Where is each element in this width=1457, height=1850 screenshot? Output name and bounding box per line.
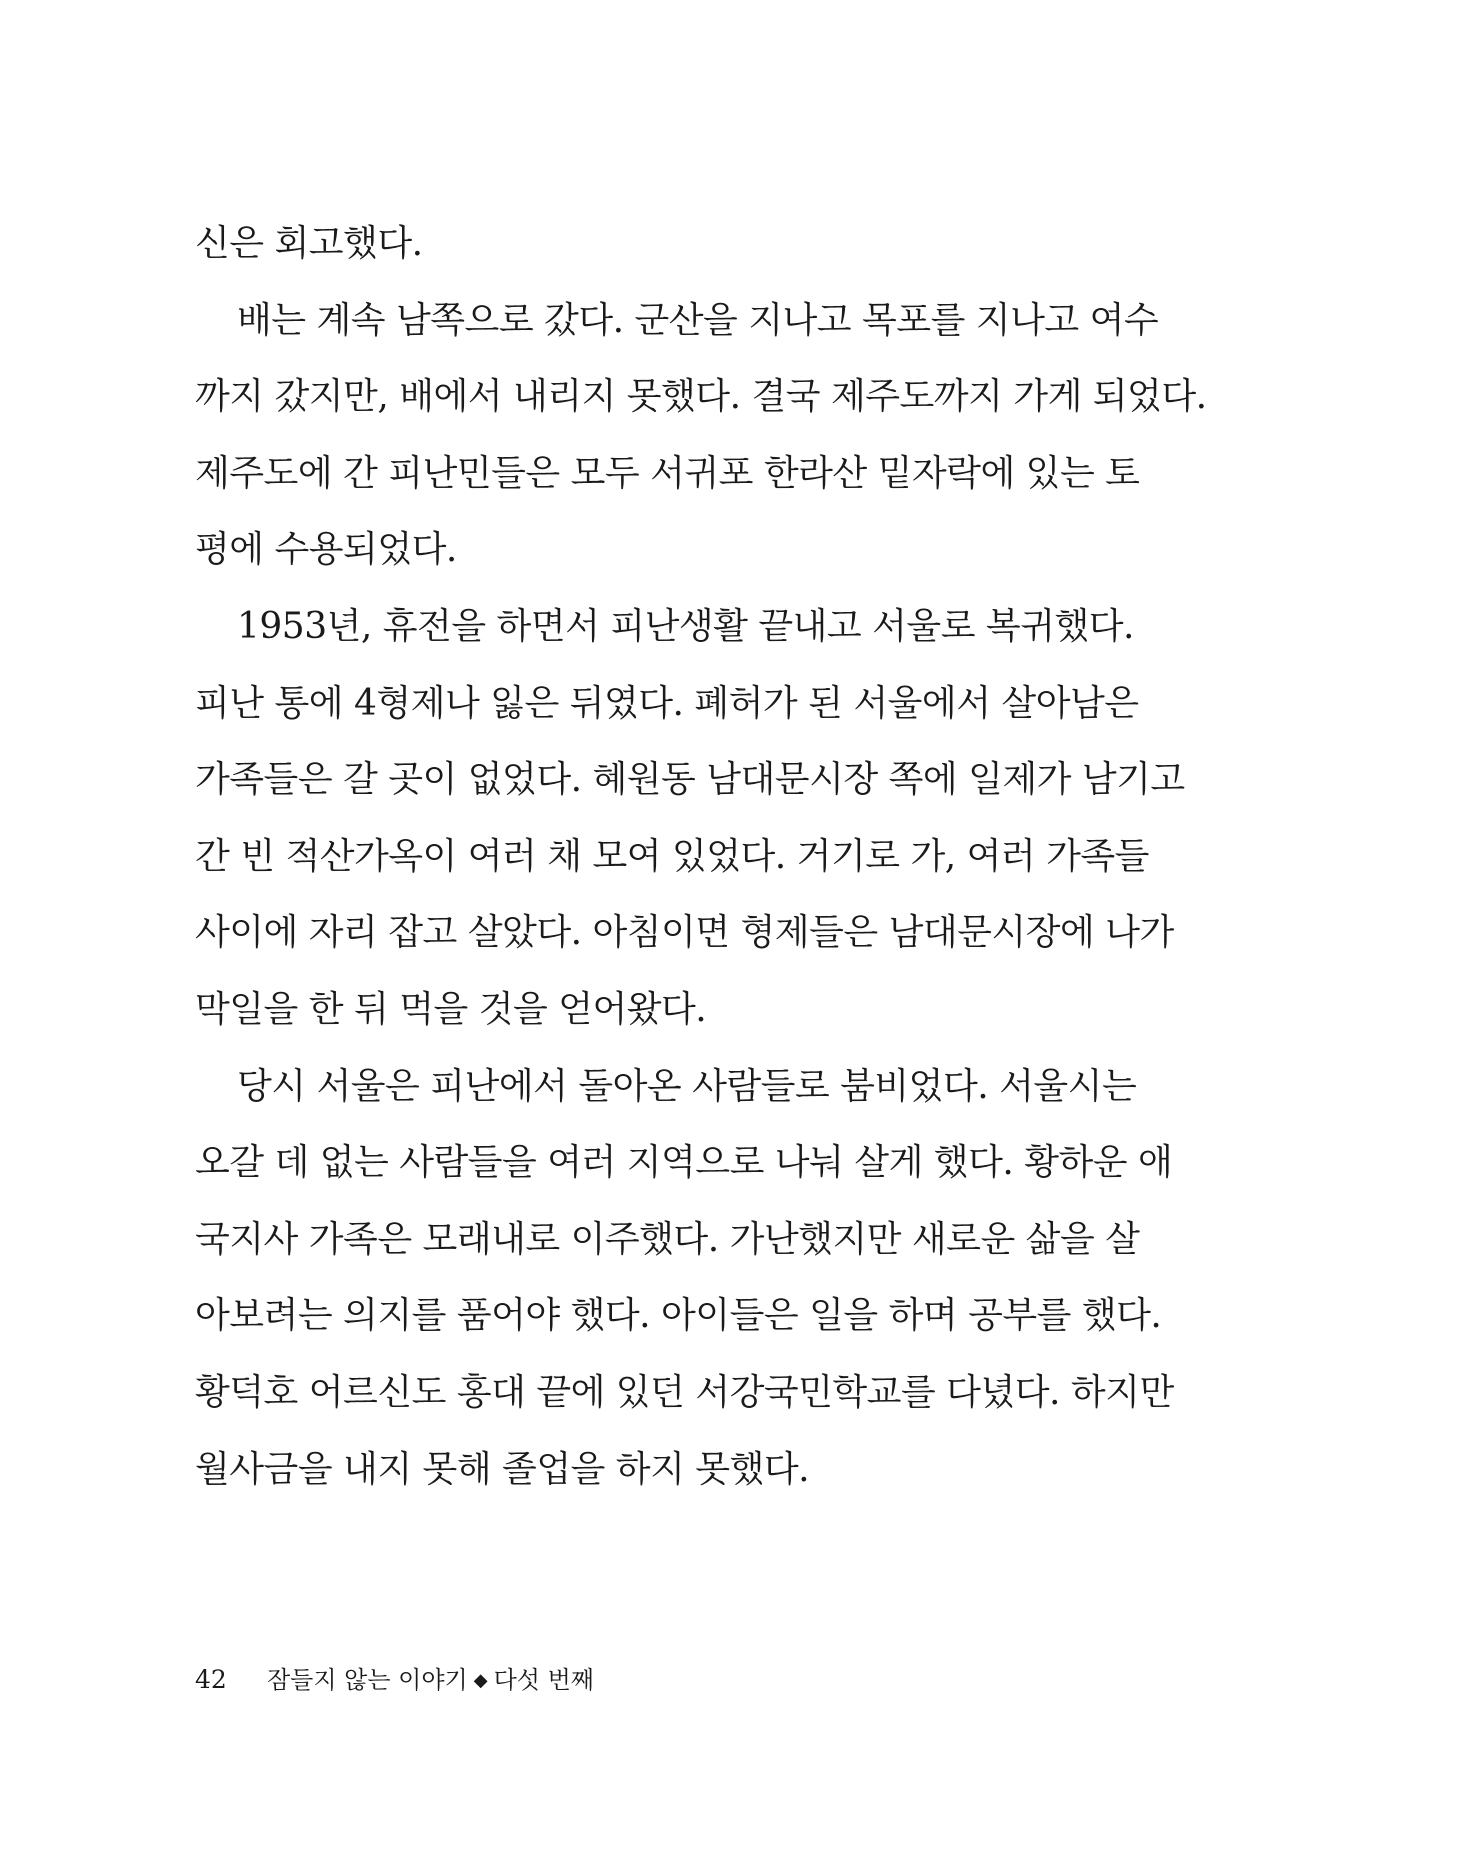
text-line: 간 빈 적산가옥이 여러 채 모여 있었다. 거기로 가, 여러 가족들 [195, 835, 1149, 877]
text-line: 막일을 한 뒤 먹을 것을 얻어왔다. [195, 988, 707, 1030]
text-line: 제주도에 간 피난민들은 모두 서귀포 한라산 밑자락에 있는 토 [195, 452, 1140, 494]
page-number: 42 [195, 1665, 227, 1694]
text-line: 오갈 데 없는 사람들을 여러 지역으로 나눠 살게 했다. 황하운 애 [195, 1142, 1173, 1184]
text-line: 아보려는 의지를 품어야 했다. 아이들은 일을 하며 공부를 했다. [195, 1295, 1162, 1337]
text-line: 국지사 가족은 모래내로 이주했다. 가난했지만 새로운 삶을 살 [195, 1218, 1140, 1260]
text-line: 가족들은 갈 곳이 없었다. 혜원동 남대문시장 쪽에 일제가 남기고 [195, 759, 1185, 801]
text-line: 황덕호 어르신도 홍대 끝에 있던 서강국민학교를 다녔다. 하지만 [195, 1371, 1174, 1413]
text-line: 피난 통에 4형제나 잃은 뒤였다. 폐허가 된 서울에서 살아남은 [195, 682, 1139, 724]
text-line: 신은 회고했다. [195, 223, 423, 264]
text-line: 월사금을 내지 못해 졸업을 하지 못했다. [195, 1448, 810, 1490]
text-line: 사이에 자리 잡고 살았다. 아침이면 형제들은 남대문시장에 나가 [195, 912, 1174, 954]
text-line: 1953년, 휴전을 하면서 피난생활 끝내고 서울로 복귀했다. [237, 605, 1134, 647]
text-line: 배는 계속 남쪽으로 갔다. 군산을 지나고 목포를 지나고 여수 [237, 299, 1159, 341]
page-footer [195, 1664, 594, 1697]
diamond-separator-icon: ◆ [473, 1670, 488, 1691]
volume-label: 다섯 번째 [493, 1666, 594, 1694]
text-line: 까지 갔지만, 배에서 내리지 못했다. 결국 제주도까지 가게 되었다. [195, 376, 1207, 418]
text-line: 평에 수용되었다. [195, 529, 457, 571]
book-title: 잠들지 않는 이야기 [267, 1666, 468, 1694]
text-line: 당시 서울은 피난에서 돌아온 사람들로 붐비었다. 서울시는 [237, 1065, 1137, 1107]
body-text [195, 206, 1207, 1508]
